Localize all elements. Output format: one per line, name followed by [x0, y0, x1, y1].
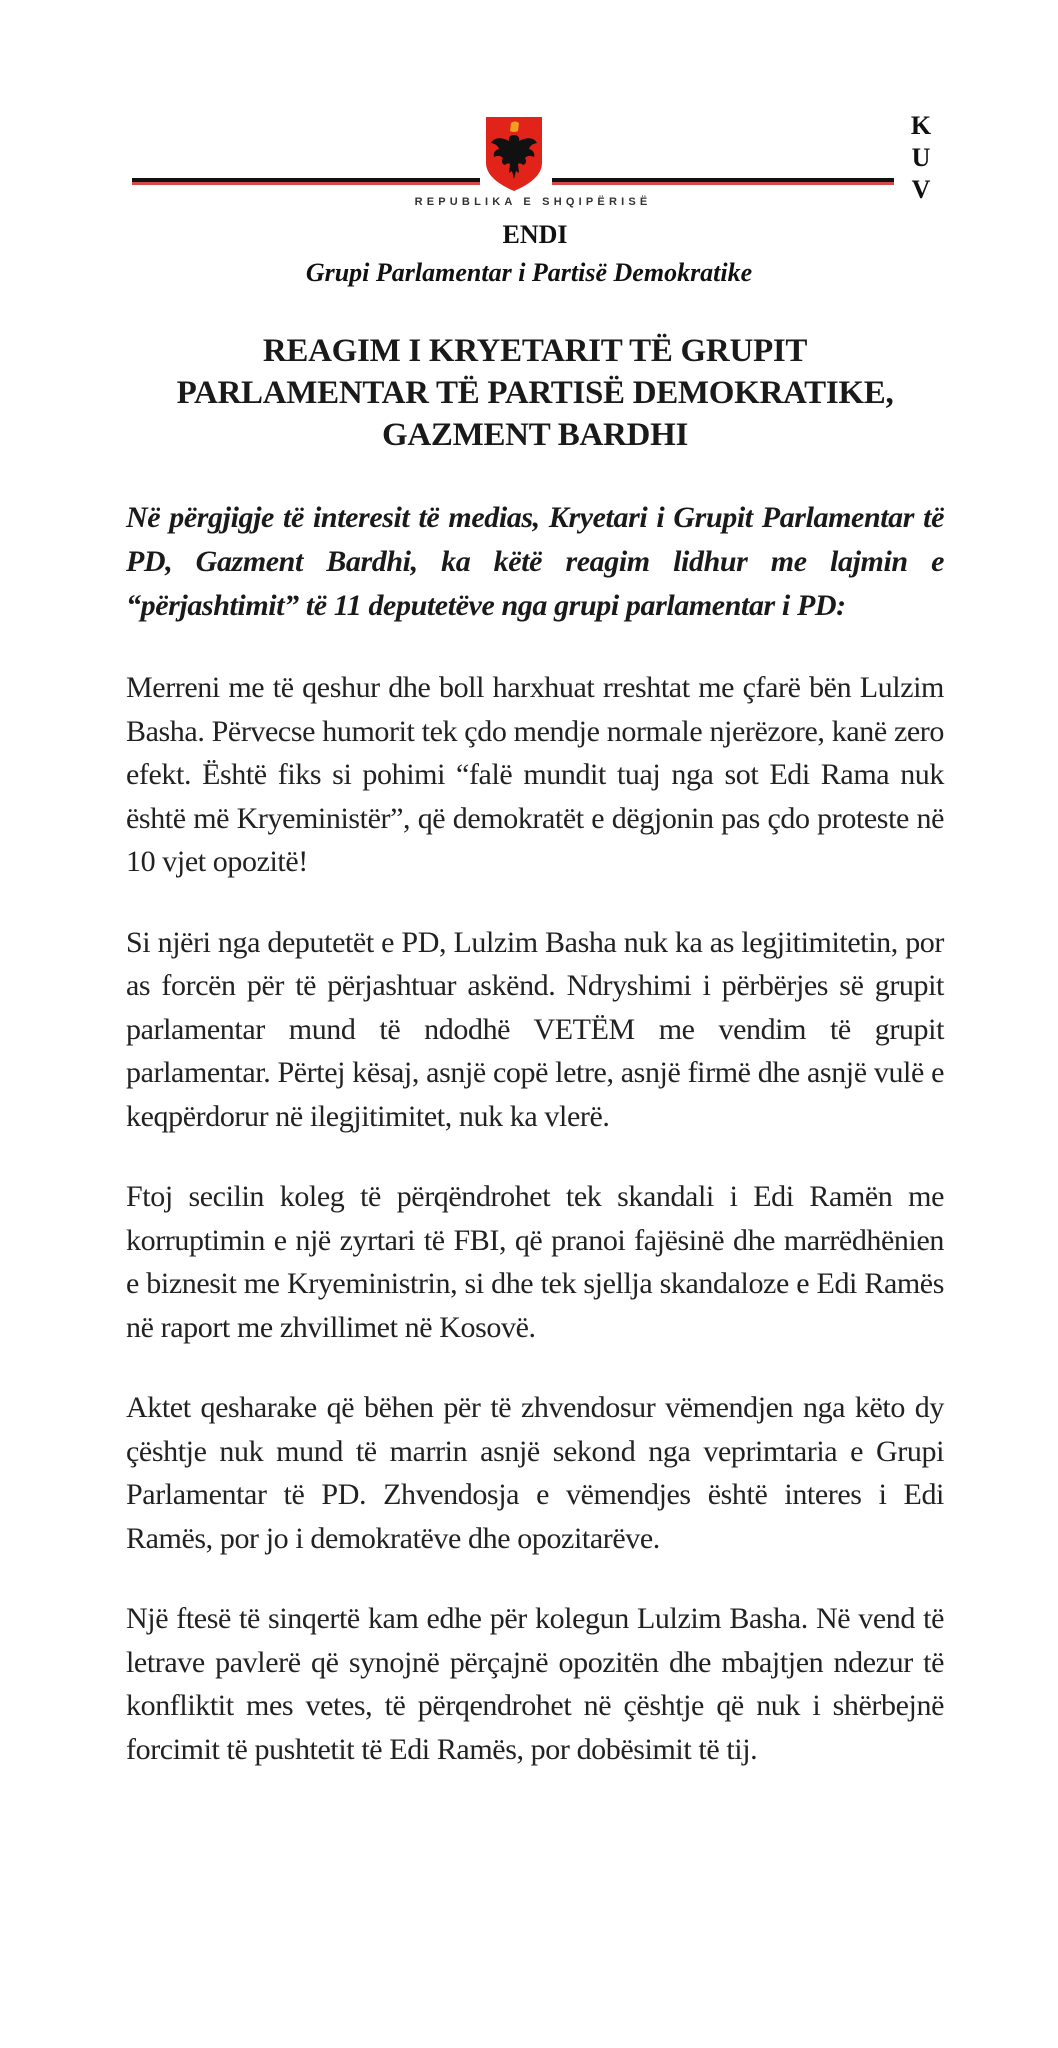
- albanian-coat-of-arms-icon: [482, 113, 546, 193]
- title-line: GAZMENT BARDHI: [382, 417, 688, 453]
- body-paragraph: Si njëri nga deputetët e PD, Lulzim Basha nuk ka as legjitimitetin, por as forcën për të përjashtuar askënd. Ndryshimi i përbërjes së grupit parlamentar mund të ndodhë VETËM me vendim të grupit parlamentar. Përtej kësaj, asnjë copë letre, asnjë firmë dhe asnjë vulë e keqpërdorur në ilegjitimitet, nuk ka vlerë.: [126, 925, 944, 1133]
- title-line: REAGIM I KRYETARIT TË GRUPIT: [262, 333, 808, 369]
- body-paragraph: Ftoj secilin koleg të përqëndrohet tek skandali i Edi Ramën me korruptimin e një zyrtari të FBI, që pranoi fajësinë dhe marrëdhënien e biznesit me Kryeministrin, si dhe tek sjellja skandaloze e Edi Ramës në raport me zhvillimet në Kosovë.: [126, 1180, 944, 1344]
- kuv-label: [903, 110, 939, 206]
- institution-name: ENDI: [502, 220, 568, 249]
- document-title: [120, 330, 950, 456]
- kuv-letter-v: V: [911, 175, 931, 204]
- rule-red-stripe: [552, 182, 894, 185]
- document-body: [126, 496, 944, 1808]
- body-paragraph: Aktet qesharake që bëhen për të zhvendosur vëmendjen nga këto dy çështje nuk mund të marrin asnjë sekond nga veprimtaria e Grupi Parlamentar të PD. Zhvendosja e vëmendjes është interes i Edi Ramës, por jo i demokratëve dhe opozitarëve.: [126, 1391, 944, 1555]
- kuv-letter-u: U: [911, 143, 931, 172]
- kuv-letter-k: K: [910, 111, 932, 140]
- header-rule-right: [552, 178, 894, 185]
- title-line: PARLAMENTAR TË PARTISË DEMOKRATIKE,: [176, 375, 894, 411]
- letterhead: [0, 0, 1058, 300]
- lead-paragraph: Në përgjigje të interesit të medias, Kryetari i Grupit Parlamentar të PD, Gazment Bardhi, ka këtë reagim lidhur me lajmin e “përjashtimit” të 11 deputetëve nga grupi parlamentar i PD:: [126, 501, 944, 622]
- body-paragraph: Një ftesë të sinqertë kam edhe për kolegun Lulzim Basha. Në vend të letrave pavlerë që synojnë përçajnë opozitën dhe mbajtjen ndezur të konfliktit mes vetes, të përqendrohet në çështje që nuk i shërbejnë forcimit të pushtetit të Edi Ramës, por dobësimit të tij.: [126, 1602, 944, 1766]
- body-paragraph: Merreni me të qeshur dhe boll harxhuat rreshtat me çfarë bën Lulzim Basha. Përvecse humorit tek çdo mendje normale njerëzore, kanë zero efekt. Është fiks si pohimi “falë mundit tuaj nga sot Edi Rama nuk është më Kryeministër”, që demokratët e dëgjonin pas çdo proteste në 10 vjet opozitë!: [126, 671, 944, 878]
- parliamentary-group-name: Grupi Parlamentar i Partisë Demokratike: [305, 258, 753, 287]
- header-rule-left: [132, 178, 480, 185]
- rule-red-stripe: [132, 182, 480, 185]
- republic-name: REPUBLIKA E SHQIPËRISË: [414, 196, 652, 208]
